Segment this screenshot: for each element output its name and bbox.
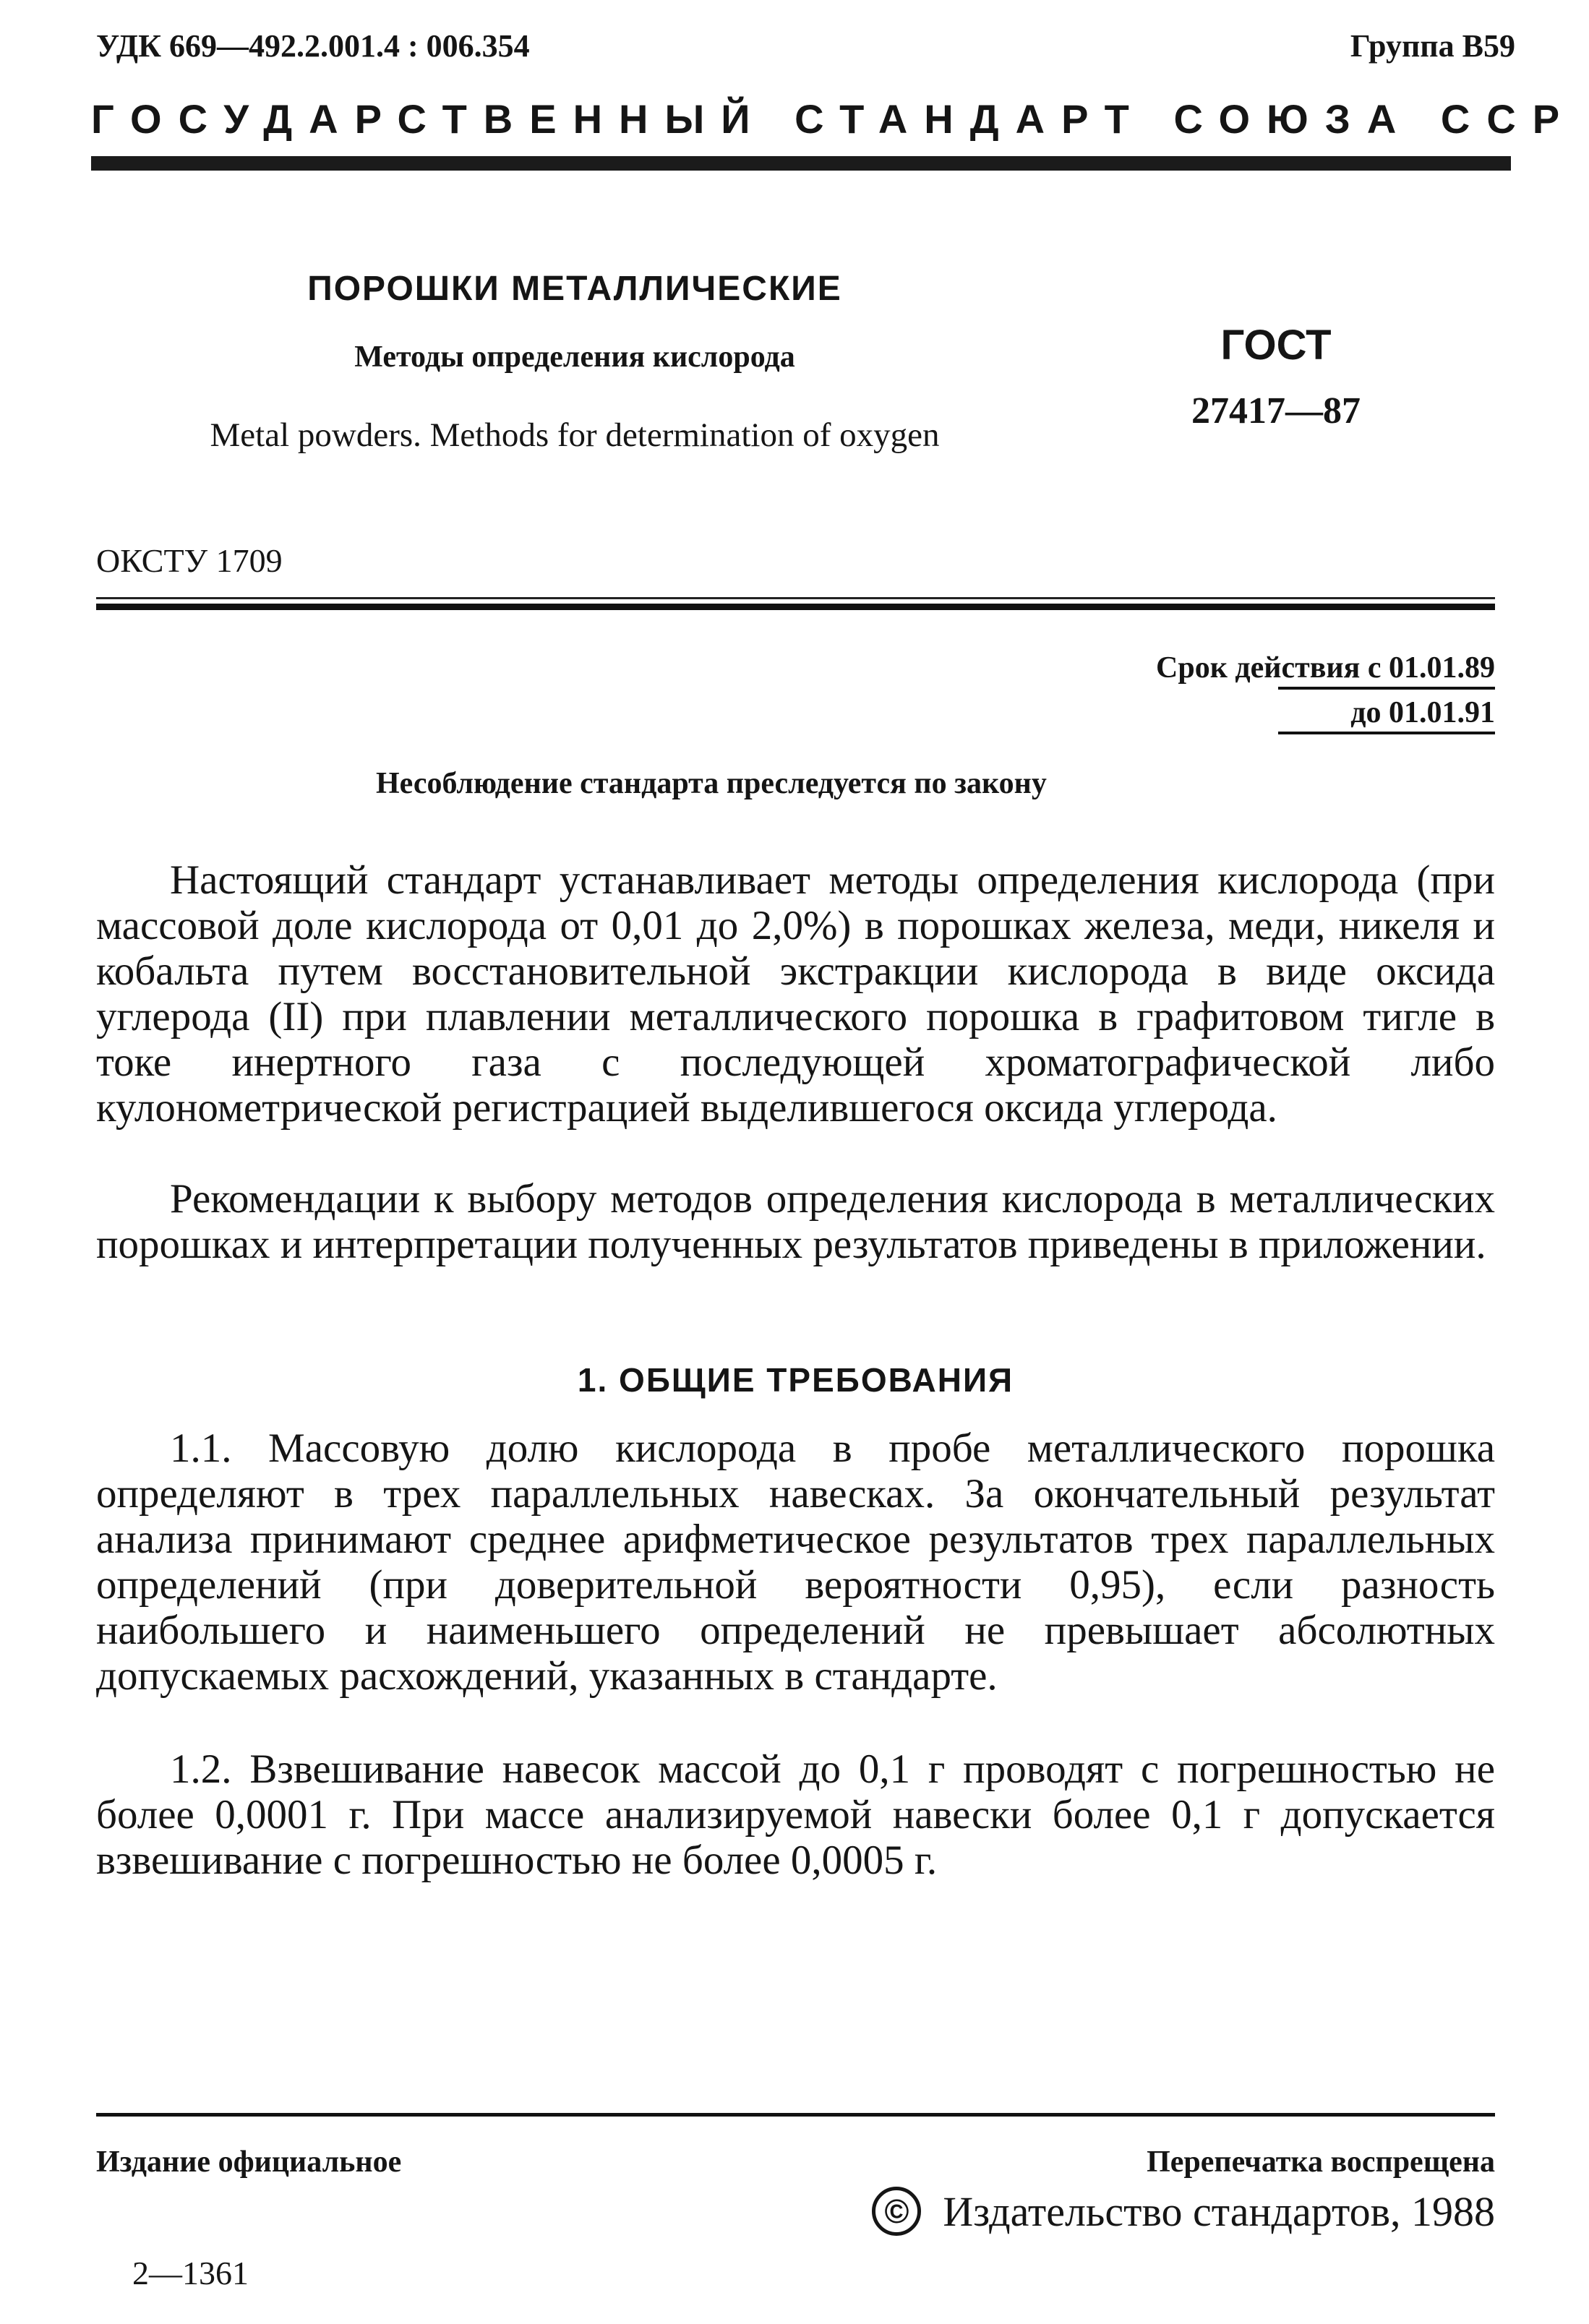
document-title: ПОРОШКИ МЕТАЛЛИЧЕСКИЕ (307, 270, 842, 308)
gost-number: 27417—87 (1191, 390, 1361, 432)
title-divider-thin (96, 597, 1495, 599)
standard-banner: ГОСУДАРСТВЕННЫЙ СТАНДАРТ СОЮЗА ССР (91, 96, 1577, 142)
intro-paragraph-2: Рекомендации к выбору методов определения кислорода в металлических порошках и интерпретации полученных результатов приведены в приложении. (96, 1176, 1495, 1267)
validity-from: Срок действия с 01.01.89 (1156, 651, 1495, 685)
intro-paragraph-1: Настоящий стандарт устанавливает методы определения кислорода (при массовой доле кислорода от 0,01 до 2,0%) в порошках железа, меди, никеля и кобальта путем восстановительной экстракции кислорода в виде оксида углерода (II) при плавлении металлического порошка в графитовом тигле в токе инертного газа с последующей хроматографической либо кулонометрической регистрацией выделившегося оксида углерода. (96, 857, 1495, 1131)
english-title: Metal powders. Methods for determination of oxygen (210, 416, 940, 454)
validity-to: до 01.01.91 (1350, 696, 1495, 729)
clause-1-2: 1.2. Взвешивание навесок массой до 0,1 г проводят с погрешностью не более 0,0001 г. При массе анализируемой навески более 0,1 г допускается взвешивание с погрешностью не более 0,0005 г. (96, 1746, 1495, 1883)
clause-1-1: 1.1. Массовую долю кислорода в пробе металлического порошка определяют в трех параллельных навесках. За окончательный результат анализа принимают среднее арифметическое результатов трех параллельных определений (при доверительной вероятности 0,95), если разность наибольшего и наименьшего определений не превышает абсолютных допускаемых расхождений, указанных в стандарте. (96, 1425, 1495, 1699)
group-code: Группа В59 (1350, 28, 1515, 64)
validity-underline (1278, 687, 1495, 690)
banner-divider (91, 156, 1511, 171)
copyright-icon: © (872, 2187, 921, 2236)
validity-underline (1278, 732, 1495, 734)
section-heading: 1. ОБЩИЕ ТРЕБОВАНИЯ (577, 1361, 1014, 1399)
edition-note: Издание официальное (96, 2145, 402, 2179)
reprint-notice: Перепечатка воспрещена (1147, 2145, 1495, 2179)
print-number: 2—1361 (132, 2255, 249, 2291)
document-subtitle: Методы определения кислорода (354, 340, 795, 374)
publisher-name: Издательство стандартов, 1988 (943, 2187, 1495, 2235)
title-divider-thick (96, 604, 1495, 610)
udk-code: УДК 669—492.2.001.4 : 006.354 (96, 28, 530, 64)
okstu-code: ОКСТУ 1709 (96, 542, 283, 579)
gost-label: ГОСТ (1220, 322, 1332, 369)
legal-notice: Несоблюдение стандарта преследуется по закону (376, 767, 1047, 800)
footer-divider (96, 2113, 1495, 2117)
publisher-line (872, 2187, 1495, 2236)
